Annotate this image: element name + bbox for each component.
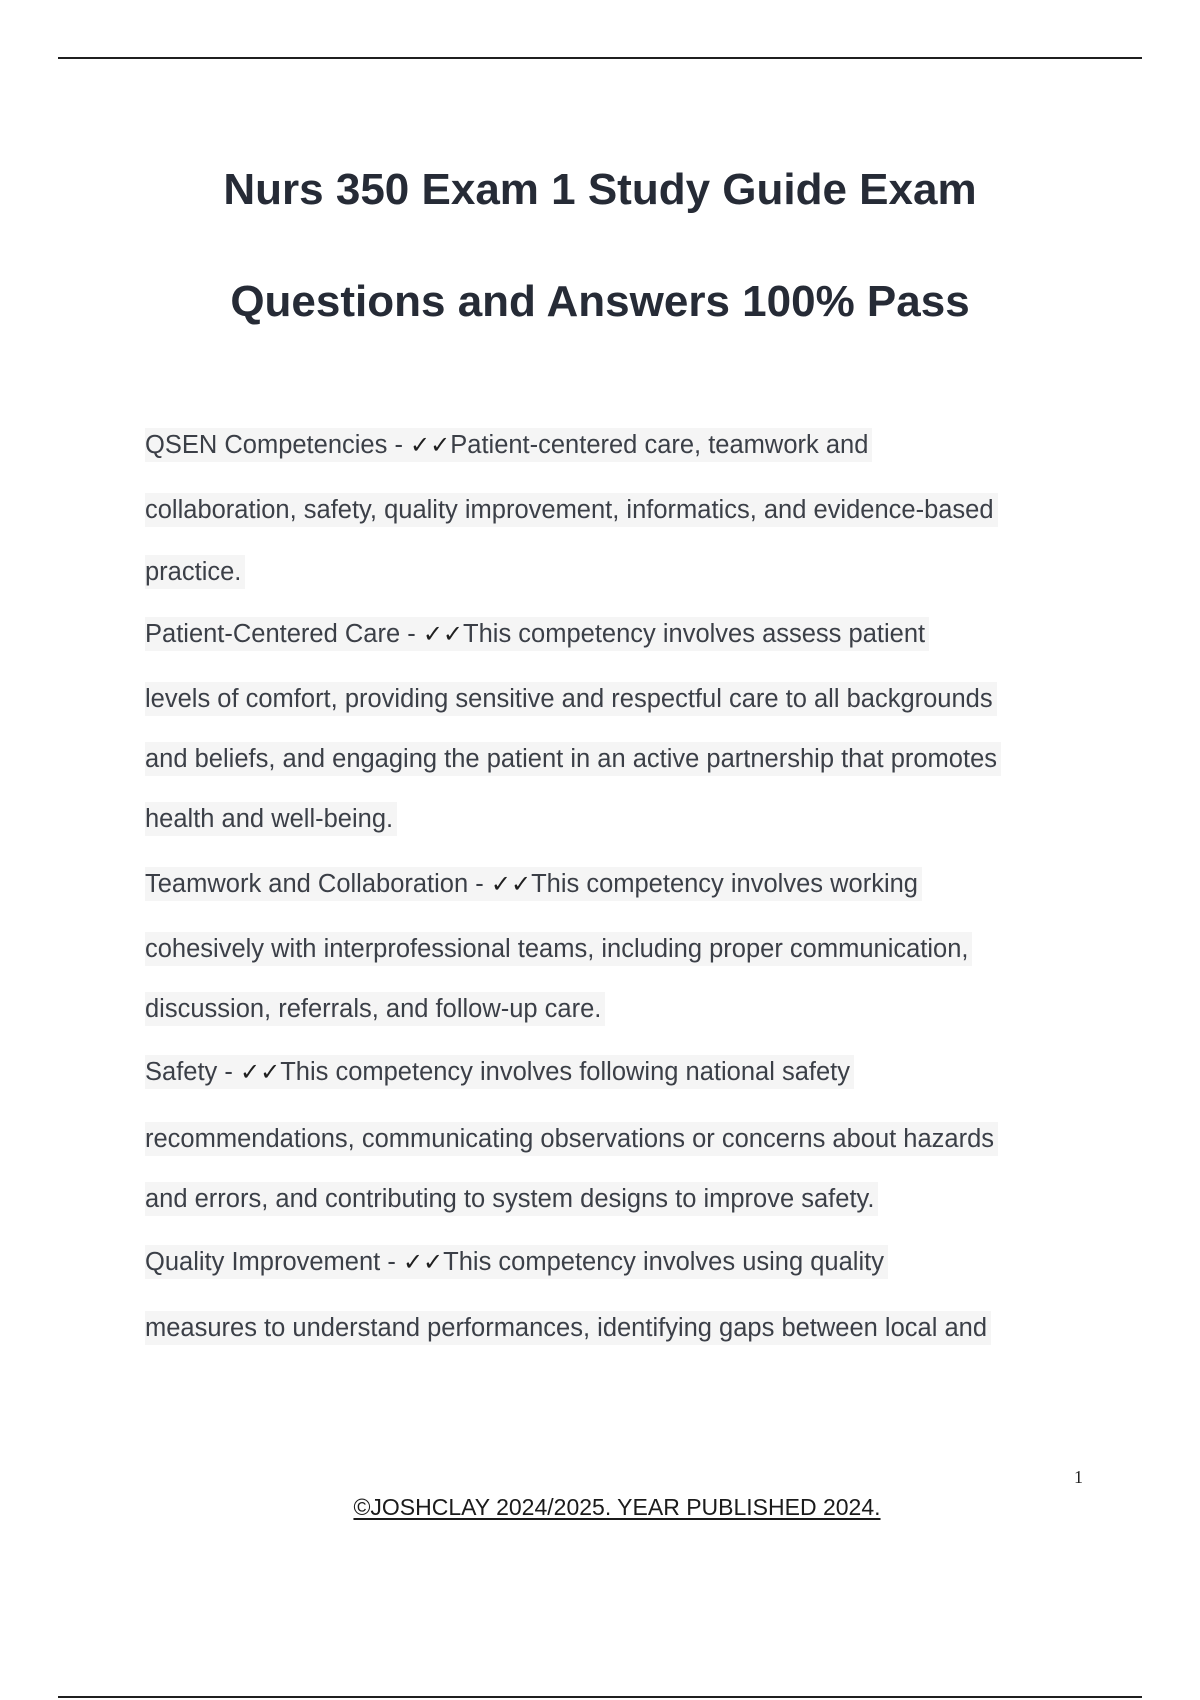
- entry-qsen-line-1: [145, 428, 872, 462]
- double-check-icon: ✓✓: [410, 431, 451, 459]
- double-check-icon: ✓✓: [490, 870, 532, 898]
- entry-separator: -: [380, 1248, 403, 1276]
- copyright-footer: ©JOSHCLAY 2024/2025. YEAR PUBLISHED 2024.: [353, 1494, 881, 1520]
- entry-separator: -: [387, 431, 411, 459]
- entry-safety-line-3: and errors, and contributing to system designs to improve safety.: [145, 1182, 878, 1216]
- entry-term: Safety: [145, 1058, 218, 1086]
- entry-term: QSEN Competencies: [145, 431, 388, 459]
- entry-patient-centered-line-1: [145, 617, 929, 651]
- entry-term: Patient-Centered Care: [145, 620, 401, 648]
- entry-qsen-line-2: collaboration, safety, quality improvement, informatics, and evidence-based: [145, 493, 998, 527]
- page-number: 1: [1074, 1467, 1083, 1487]
- bottom-rule: [58, 1696, 1142, 1698]
- entry-qsen-line-3: practice.: [145, 555, 245, 589]
- entry-text: This competency involves following national safety: [280, 1058, 850, 1086]
- document-title: [100, 134, 1100, 358]
- entry-teamwork-line-3: discussion, referrals, and follow-up care.: [145, 992, 605, 1026]
- entry-text: This competency involves working: [531, 870, 918, 898]
- entry-safety-line-2: recommendations, communicating observations or concerns about hazards: [145, 1122, 998, 1156]
- entry-separator: -: [468, 870, 491, 898]
- entry-text: Patient-centered care, teamwork and: [450, 431, 869, 459]
- double-check-icon: ✓✓: [402, 1248, 444, 1276]
- entry-separator: -: [217, 1058, 240, 1086]
- entry-patient-centered-line-4: health and well-being.: [145, 802, 397, 836]
- entry-safety-line-1: [145, 1055, 854, 1089]
- entry-term: Quality Improvement: [145, 1248, 381, 1276]
- entry-text: This competency involves using quality: [443, 1248, 884, 1276]
- double-check-icon: ✓✓: [422, 620, 464, 648]
- entry-quality-line-1: [145, 1245, 888, 1279]
- double-check-icon: ✓✓: [239, 1058, 281, 1086]
- top-rule: [58, 57, 1142, 59]
- entry-patient-centered-line-2: levels of comfort, providing sensitive and respectful care to all backgrounds: [145, 682, 997, 716]
- entry-text: This competency involves assess patient: [463, 620, 926, 648]
- entry-term: Teamwork and Collaboration: [145, 870, 469, 898]
- entry-patient-centered-line-3: and beliefs, and engaging the patient in an active partnership that promotes: [145, 742, 1001, 776]
- entry-separator: -: [400, 620, 423, 648]
- title-line-2: Questions and Answers 100% Pass: [230, 277, 970, 326]
- entry-teamwork-line-1: [145, 867, 922, 901]
- entry-quality-line-2: measures to understand performances, identifying gaps between local and: [145, 1311, 991, 1345]
- title-line-1: Nurs 350 Exam 1 Study Guide Exam: [223, 165, 977, 214]
- entry-teamwork-line-2: cohesively with interprofessional teams, including proper communication,: [145, 932, 972, 966]
